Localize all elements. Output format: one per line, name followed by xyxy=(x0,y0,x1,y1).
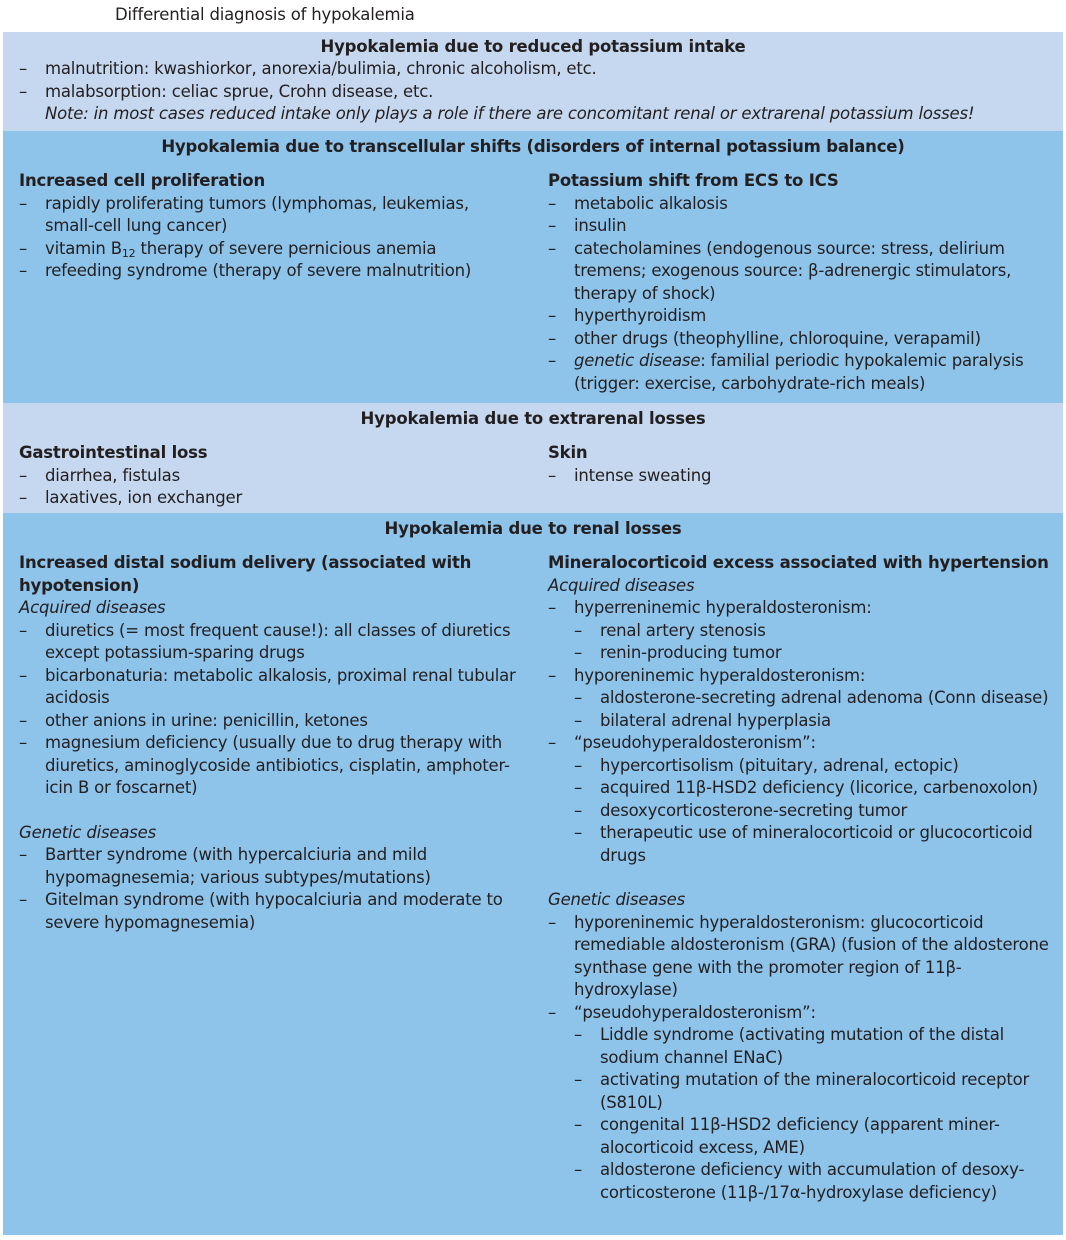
item-text: vitamin B xyxy=(45,238,122,258)
list-item xyxy=(19,238,519,261)
list-item: – refeeding syndrome (therapy of severe malnutrition) xyxy=(19,260,519,283)
nested-list-item: – aldosterone deficiency with accumulation of desoxy-corticosterone (11β-/17α-hydroxylase deficiency) xyxy=(548,1159,1053,1204)
list-item xyxy=(548,350,1053,395)
potassium-shift-list xyxy=(548,193,1053,396)
nested-list-item: – desoxycorticosterone-secreting tumor xyxy=(548,800,1053,823)
genetic-list xyxy=(19,844,519,934)
nested-list-item: – renin-producing tumor xyxy=(548,642,1053,665)
acquired-label: Acquired diseases xyxy=(548,575,695,595)
intake-list xyxy=(19,58,1049,103)
list-item: – catecholamines (endogenous source: stress, delirium tremens; exogenous source: β-adrenergic stimulators, therapy of shock) xyxy=(548,238,1053,306)
section-title: Hypokalemia due to renal losses xyxy=(384,519,682,538)
list-item: – insulin xyxy=(548,215,1053,238)
section-reduced-intake xyxy=(3,32,1063,131)
item-italic: genetic disease xyxy=(574,351,701,370)
genetic-label: Genetic diseases xyxy=(548,890,685,909)
section-title: Hypokalemia due to reduced potassium intake xyxy=(320,37,746,56)
list-item: – “pseudohyperaldosteronism”: xyxy=(548,1002,1053,1025)
cell-proliferation-list xyxy=(19,193,519,283)
list-item: – rapidly proliferating tumors (lymphomas, leukemias, small-cell lung cancer) xyxy=(19,193,519,238)
nested-list-item: – acquired 11β-HSD2 deficiency (licorice, carbenoxolon) xyxy=(548,777,1053,800)
table-caption: Differential diagnosis of hypokalemia xyxy=(115,5,415,24)
list-item: – metabolic alkalosis xyxy=(548,193,1053,216)
cell-proliferation-column xyxy=(19,170,519,283)
spacer xyxy=(548,867,1053,889)
subsection-heading: Mineralocorticoid excess associated with hypertension xyxy=(548,553,1049,572)
item-text: therapy of severe pernicious anemia xyxy=(135,238,437,258)
differential-diagnosis-table xyxy=(3,32,1063,1235)
gastrointestinal-column xyxy=(19,442,519,510)
intake-note: Note: in most cases reduced intake only plays a role if there are concomitant renal or extrarenal potassium losses! xyxy=(45,104,975,123)
subsection-heading: Gastrointestinal loss xyxy=(19,443,208,462)
list-item: – malnutrition: kwashiorkor, anorexia/bulimia, chronic alcoholism, etc. xyxy=(19,58,1049,81)
skin-column xyxy=(548,442,1053,487)
list-item: – other anions in urine: penicillin, ketones xyxy=(19,710,519,733)
section-extrarenal-losses xyxy=(3,403,1063,513)
distal-sodium-column xyxy=(19,552,519,934)
subsection-heading: Potassium shift from ECS to ICS xyxy=(548,171,839,190)
nested-list-item: – activating mutation of the mineralocorticoid receptor (S810L) xyxy=(548,1069,1053,1114)
acquired-label: Acquired diseases xyxy=(19,598,166,617)
list-item: – diarrhea, fistulas xyxy=(19,465,519,488)
potassium-shift-column xyxy=(548,170,1053,395)
section-title: Hypokalemia due to extrarenal losses xyxy=(360,409,706,428)
list-item: – bicarbonaturia: metabolic alkalosis, proximal renal tubular acidosis xyxy=(19,665,519,710)
list-item: – hyporeninemic hyperaldosteronism: glucocorticoid remediable aldosteronism (GRA) (fusion of the aldosterone synthase gene with the promoter region of 11β-hydroxylase) xyxy=(548,912,1053,1002)
nested-list-item: – aldosterone-secreting adrenal adenoma (Conn disease) xyxy=(548,687,1053,710)
list-item: – hyporeninemic hyperaldosteronism: xyxy=(548,665,1053,688)
subsection-heading: Increased cell proliferation xyxy=(19,171,265,190)
section-transcellular-shifts xyxy=(3,131,1063,403)
mineralocorticoid-column xyxy=(548,552,1053,1204)
section-renal-losses xyxy=(3,513,1063,1235)
list-item: – hyperthyroidism xyxy=(548,305,1053,328)
list-item: – malabsorption: celiac sprue, Crohn disease, etc. xyxy=(19,81,1049,104)
list-item: – intense sweating xyxy=(548,465,1053,488)
section-title: Hypokalemia due to transcellular shifts (disorders of internal potassium balance) xyxy=(161,137,905,156)
nested-list-item: – therapeutic use of mineralocorticoid or glucocorticoid drugs xyxy=(548,822,1053,867)
list-item: – magnesium deficiency (usually due to drug therapy with diuretics, aminoglycoside antibiotics, cisplatin, amphoter-icin B or foscarnet) xyxy=(19,732,519,800)
subscript: 12 xyxy=(121,246,136,260)
nested-list-item: – Liddle syndrome (activating mutation of the distal sodium channel ENaC) xyxy=(548,1024,1053,1069)
list-item: – “pseudohyperaldosteronism”: xyxy=(548,732,1053,755)
acquired-list xyxy=(548,597,1053,867)
spacer xyxy=(19,800,519,822)
nested-list-item: – bilateral adrenal hyperplasia xyxy=(548,710,1053,733)
genetic-label: Genetic diseases xyxy=(19,822,156,842)
subsection-heading: Increased distal sodium delivery (associated with hypotension) xyxy=(19,553,472,595)
list-item: – hyperreninemic hyperaldosteronism: xyxy=(548,597,1053,620)
gastrointestinal-list xyxy=(19,465,519,510)
subsection-heading: Skin xyxy=(548,443,588,462)
skin-list xyxy=(548,465,1053,488)
item-text: : familial periodic hypokalemic paralysis (trigger: exercise, carbohydrate-rich meals) xyxy=(574,351,1024,393)
list-item: – Bartter syndrome (with hypercalciuria and mild hypomagnesemia; various subtypes/mutations) xyxy=(19,844,519,889)
nested-list-item: – congenital 11β-HSD2 deficiency (apparent miner-alocorticoid excess, AME) xyxy=(548,1114,1053,1159)
list-item: – diuretics (= most frequent cause!): all classes of diuretics except potassium-sparing drugs xyxy=(19,620,519,665)
list-item: – laxatives, ion exchanger xyxy=(19,487,519,510)
acquired-list xyxy=(19,620,519,800)
genetic-list xyxy=(548,912,1053,1205)
intake-column xyxy=(19,58,1049,126)
list-item: – other drugs (theophylline, chloroquine, verapamil) xyxy=(548,328,1053,351)
list-item: – Gitelman syndrome (with hypocalciuria and moderate to severe hypomagnesemia) xyxy=(19,889,519,934)
nested-list-item: – hypercortisolism (pituitary, adrenal, ectopic) xyxy=(548,755,1053,778)
nested-list-item: – renal artery stenosis xyxy=(548,620,1053,643)
